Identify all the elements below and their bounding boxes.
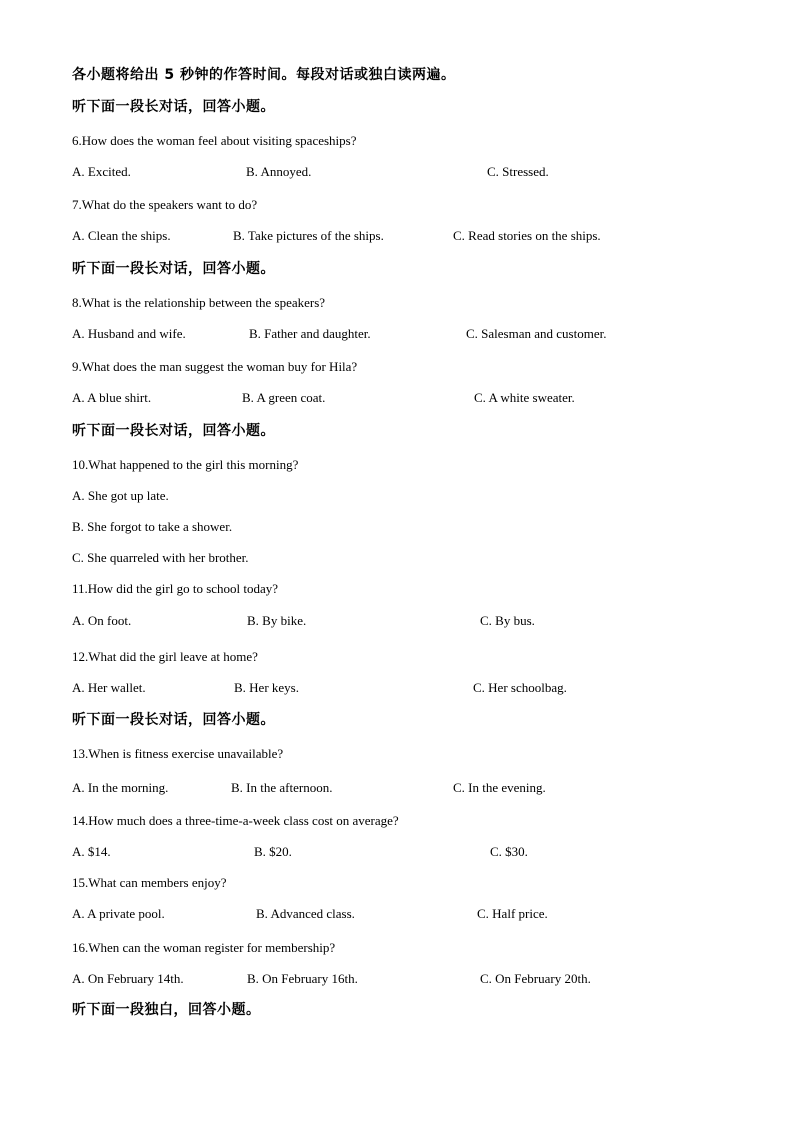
question-13: 13.When is fitness exercise unavailable? bbox=[72, 746, 284, 761]
option-b: B. In the afternoon. bbox=[231, 780, 333, 795]
option-a: A. Her wallet. bbox=[72, 680, 146, 695]
option-c: C. Read stories on the ships. bbox=[453, 228, 601, 243]
option-a: A. On foot. bbox=[72, 613, 132, 628]
option-c: C. A white sweater. bbox=[474, 390, 575, 405]
section-heading: 听下面一段独白，回答小题。 bbox=[72, 1002, 261, 1018]
option-b: B. Take pictures of the ships. bbox=[233, 228, 384, 243]
option-b: B. A green coat. bbox=[242, 390, 326, 405]
option-c: C. She quarreled with her brother. bbox=[72, 550, 249, 565]
option-c: C. By bus. bbox=[480, 613, 535, 628]
question-11: 11.How did the girl go to school today? bbox=[72, 581, 279, 596]
option-a: A. On February 14th. bbox=[72, 971, 184, 986]
section-heading: 听下面一段长对话，回答小题。 bbox=[72, 99, 275, 115]
question-12: 12.What did the girl leave at home? bbox=[72, 649, 258, 664]
question-6: 6.How does the woman feel about visiting spaceships? bbox=[72, 133, 357, 148]
question-16: 16.When can the woman register for membership? bbox=[72, 940, 336, 955]
option-a: A. She got up late. bbox=[72, 488, 169, 503]
question-14: 14.How much does a three-time-a-week class cost on average? bbox=[72, 813, 399, 828]
option-b: B. $20. bbox=[254, 844, 292, 859]
question-10: 10.What happened to the girl this morning? bbox=[72, 457, 299, 472]
option-b: B. Her keys. bbox=[234, 680, 299, 695]
option-b: B. By bike. bbox=[247, 613, 307, 628]
option-a: A. In the morning. bbox=[72, 780, 169, 795]
section-heading: 听下面一段长对话，回答小题。 bbox=[72, 261, 275, 277]
section-heading: 听下面一段长对话，回答小题。 bbox=[72, 423, 275, 439]
option-c: C. Salesman and customer. bbox=[466, 326, 607, 341]
question-8: 8.What is the relationship between the speakers? bbox=[72, 295, 326, 310]
option-c: C. Stressed. bbox=[487, 164, 549, 179]
option-a: A. Excited. bbox=[72, 164, 131, 179]
option-c: C. On February 20th. bbox=[480, 971, 591, 986]
option-b: B. She forgot to take a shower. bbox=[72, 519, 233, 534]
option-c: C. Her schoolbag. bbox=[473, 680, 567, 695]
option-b: B. Advanced class. bbox=[256, 906, 355, 921]
option-a: A. Clean the ships. bbox=[72, 228, 171, 243]
option-b: B. On February 16th. bbox=[247, 971, 358, 986]
option-a: A. Husband and wife. bbox=[72, 326, 186, 341]
option-c: C. Half price. bbox=[477, 906, 548, 921]
question-7: 7.What do the speakers want to do? bbox=[72, 197, 258, 212]
option-b: B. Annoyed. bbox=[246, 164, 312, 179]
option-a: A. $14. bbox=[72, 844, 111, 859]
instructions: 各小题将给出 5 秒钟的作答时间。每段对话或独白读两遍。 bbox=[72, 67, 456, 83]
option-a: A. A blue shirt. bbox=[72, 390, 152, 405]
option-b: B. Father and daughter. bbox=[249, 326, 371, 341]
option-c: C. In the evening. bbox=[453, 780, 546, 795]
option-a: A. A private pool. bbox=[72, 906, 165, 921]
option-c: C. $30. bbox=[490, 844, 528, 859]
section-heading: 听下面一段长对话，回答小题。 bbox=[72, 712, 275, 728]
question-9: 9.What does the man suggest the woman buy for Hila? bbox=[72, 359, 358, 374]
question-15: 15.What can members enjoy? bbox=[72, 875, 227, 890]
